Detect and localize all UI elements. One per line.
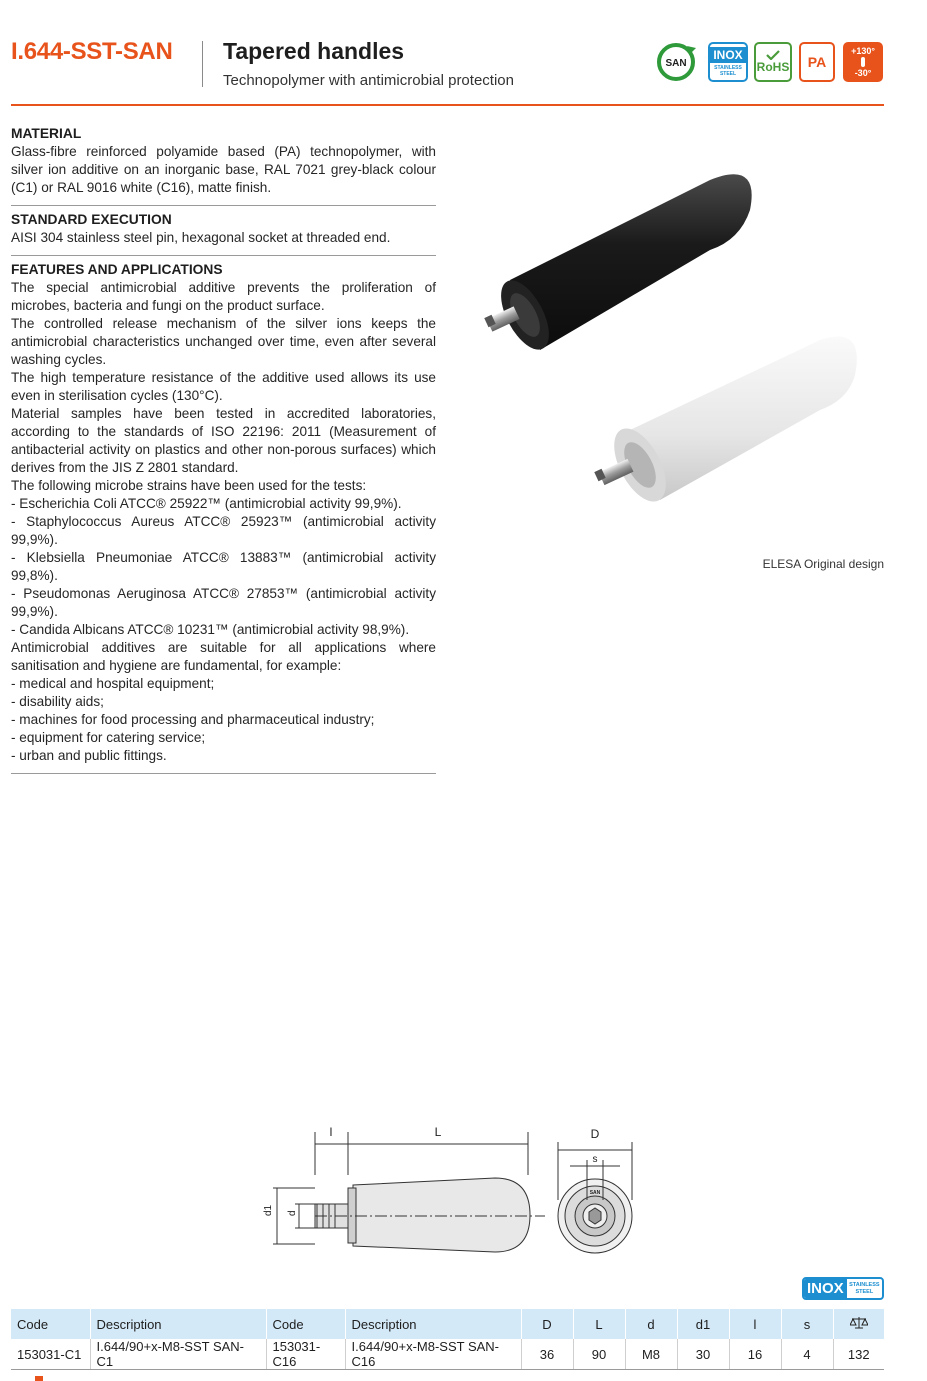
- cell-d: M8: [625, 1339, 677, 1370]
- specification-table: [11, 1309, 884, 1370]
- col-header-weight: [833, 1309, 884, 1339]
- checkmark-icon: [766, 50, 780, 60]
- pa-badge: [799, 42, 835, 82]
- standard-execution-section: [11, 211, 436, 256]
- features-line: The special antimicrobial additive prevents the proliferation of microbes, bacteria and fungi on the product surface.: [11, 280, 436, 313]
- cell-L: 90: [573, 1339, 625, 1370]
- features-line: Material samples have been tested in accredited laboratories, according to the standards of ISO 22196: 2011 (Measurement of antibacterial activity on plastics and other non-porous surfaces) which derives from the JIS Z 2801 standard.: [11, 406, 436, 475]
- temperature-badge: [843, 42, 883, 82]
- features-line: The following microbe strains have been used for the tests:: [11, 478, 367, 493]
- dim-label-d1: d1: [263, 1204, 274, 1216]
- col-header-d: d: [625, 1309, 677, 1339]
- cell-description-c16: I.644/90+x-M8-SST SAN-C16: [345, 1339, 521, 1370]
- dim-label-D: D: [590, 1127, 600, 1141]
- features-line: - Candida Albicans ATCC® 10231™ (antimicrobial activity 98,9%).: [11, 622, 410, 637]
- product-code-title: I.644-SST-SAN: [11, 38, 173, 65]
- dim-label-L: L: [434, 1125, 442, 1139]
- features-line: - machines for food processing and pharmaceutical industry;: [11, 712, 375, 727]
- cell-l: 16: [729, 1339, 781, 1370]
- standard-execution-text: AISI 304 stainless steel pin, hexagonal socket at threaded end.: [11, 230, 391, 245]
- col-header-d1: d1: [677, 1309, 729, 1339]
- scale-icon: [850, 1316, 868, 1330]
- col-header-code: Code: [11, 1309, 90, 1339]
- features-line: Antimicrobial additives are suitable for all applications where sanitisation and hygiene are fundamental, for example:: [11, 640, 436, 673]
- col-header-L: L: [573, 1309, 625, 1339]
- footer-accent-mark: [35, 1376, 43, 1381]
- table-row: [11, 1339, 884, 1370]
- cell-s: 4: [781, 1339, 833, 1370]
- features-section: [11, 261, 436, 774]
- design-note: ELESA Original design: [762, 557, 884, 571]
- page-title: Tapered handles: [223, 38, 405, 64]
- technical-drawing: [255, 1120, 655, 1260]
- col-header-description-2: Description: [345, 1309, 521, 1339]
- san-icon: [656, 42, 698, 82]
- col-header-description: Description: [90, 1309, 266, 1339]
- cell-weight: 132: [833, 1339, 884, 1370]
- temp-high-label: +130°: [851, 46, 875, 56]
- col-header-D: D: [521, 1309, 573, 1339]
- inox-badge-label: INOX: [710, 47, 746, 63]
- material-text: Glass-fibre reinforced polyamide based (PA) technopolymer, with silver ion additive on an inorganic base, RAL 7021 grey-black colour (C1) or RAL 9016 white (C16), matte finish.: [11, 144, 436, 195]
- white-handle-image: [594, 337, 857, 510]
- header-divider: [202, 41, 203, 87]
- features-line: - Staphylococcus Aureus ATCC® 25923™ (antimicrobial activity 99,9%).: [11, 514, 436, 547]
- cell-description-c1: I.644/90+x-M8-SST SAN-C1: [90, 1339, 266, 1370]
- rohs-badge-label: RoHS: [756, 60, 790, 74]
- inox-table-badge-sublabel: STAINLESS STEEL: [849, 1281, 880, 1295]
- cell-code-c16: 153031-C16: [266, 1339, 345, 1370]
- header-rule: [11, 104, 884, 106]
- page-subtitle: Technopolymer with antimicrobial protection: [223, 72, 514, 89]
- features-line: - medical and hospital equipment;: [11, 676, 215, 691]
- thermometer-icon: [861, 57, 865, 67]
- features-line: The controlled release mechanism of the silver ions keeps the antimicrobial characteristics unchanged over time, even after several washing cycles.: [11, 316, 436, 367]
- inox-table-badge-label: INOX: [804, 1279, 847, 1298]
- dim-label-d: d: [287, 1210, 298, 1216]
- cell-d1: 30: [677, 1339, 729, 1370]
- san-badge: [656, 42, 698, 82]
- features-heading: FEATURES AND APPLICATIONS: [11, 262, 223, 277]
- features-line: - urban and public fittings.: [11, 748, 167, 763]
- material-heading: MATERIAL: [11, 126, 82, 141]
- description-column: [11, 125, 436, 779]
- black-handle-image: [484, 174, 751, 357]
- col-header-code-2: Code: [266, 1309, 345, 1339]
- cell-code-c1: 153031-C1: [11, 1339, 90, 1370]
- product-photo: [470, 140, 890, 560]
- col-header-l: l: [729, 1309, 781, 1339]
- features-line: - Escherichia Coli ATCC® 25922™ (antimicrobial activity 99,9%).: [11, 496, 402, 511]
- end-view-san-label: SAN: [589, 1190, 601, 1196]
- rohs-badge: [754, 42, 792, 82]
- inox-table-badge: [802, 1277, 884, 1300]
- dim-label-s: s: [592, 1154, 598, 1165]
- pa-badge-label: PA: [807, 54, 827, 70]
- inox-badge-sublabel-2: STEEL: [719, 71, 737, 77]
- features-line: The high temperature resistance of the additive used allows its use even in sterilisation cycles (130°C).: [11, 370, 436, 403]
- features-line: - Pseudomonas Aeruginosa ATCC® 27853™ (antimicrobial activity 99,9%).: [11, 586, 436, 619]
- features-line: - disability aids;: [11, 694, 104, 709]
- col-header-s: s: [781, 1309, 833, 1339]
- temp-low-label: -30°: [854, 68, 872, 78]
- certification-badges: [656, 42, 886, 82]
- features-line: - Klebsiella Pneumoniae ATCC® 13883™ (antimicrobial activity 99,8%).: [11, 550, 436, 583]
- material-section: [11, 125, 436, 206]
- cell-D: 36: [521, 1339, 573, 1370]
- inox-badge: [708, 42, 748, 82]
- table-header-row: [11, 1309, 884, 1339]
- inox-badge-sublabel-1: STAINLESS: [714, 65, 742, 71]
- features-line: - equipment for catering service;: [11, 730, 206, 745]
- dim-label-l: l: [329, 1125, 333, 1139]
- standard-execution-heading: STANDARD EXECUTION: [11, 212, 172, 227]
- san-badge-label: SAN: [665, 58, 687, 69]
